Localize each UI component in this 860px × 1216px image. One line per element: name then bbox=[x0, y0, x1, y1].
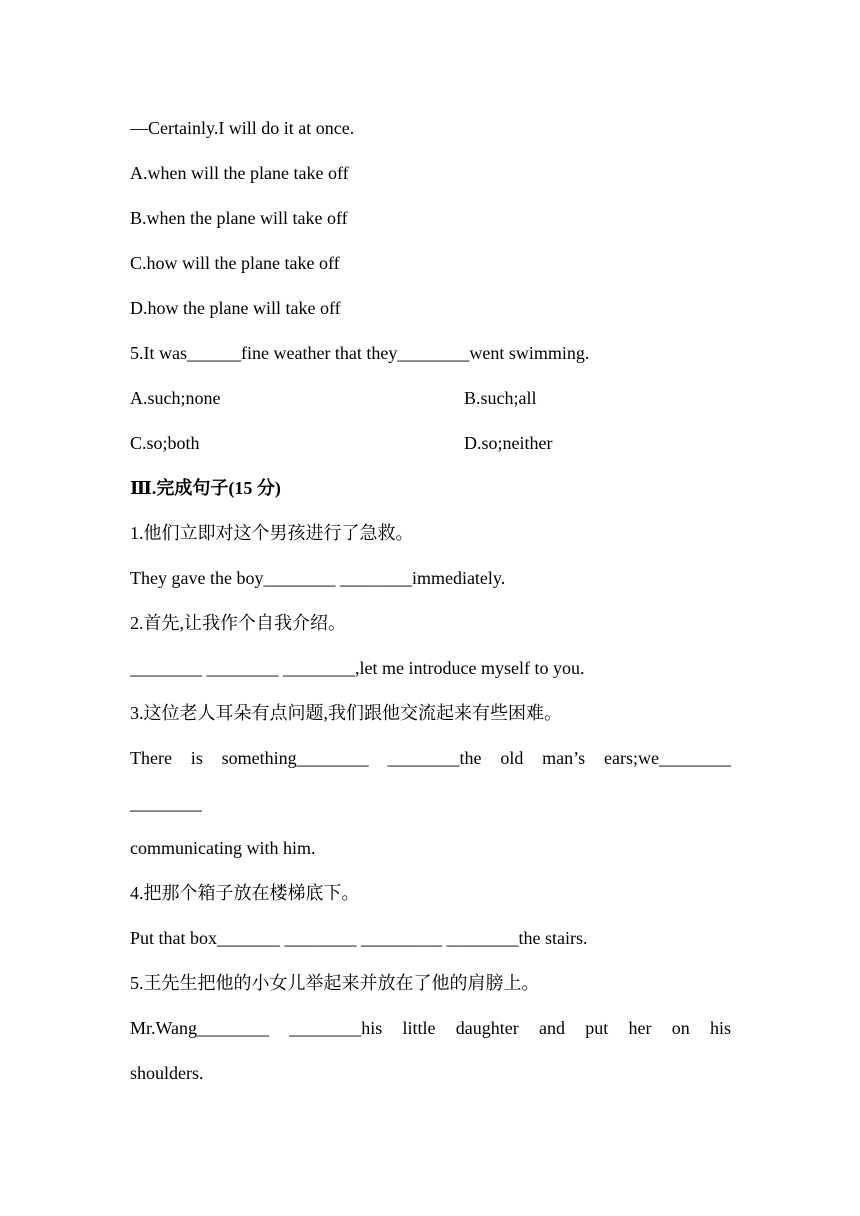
sentence-blank-3: There is something________ ________the old man’s ears;we________ bbox=[130, 748, 731, 768]
sentence-prompt-3: 3.这位老人耳朵有点问题,我们跟他交流起来有些困难。 bbox=[130, 703, 562, 723]
sentence-prompt-1: 1.他们立即对这个男孩进行了急救。 bbox=[130, 523, 414, 543]
sentence-prompt-5: 5.王先生把他的小女儿举起来并放在了他的肩膀上。 bbox=[130, 973, 540, 993]
sentence-blank-5-end: shoulders. bbox=[130, 1063, 204, 1083]
sentence-blank-3-continued: ________ bbox=[130, 793, 202, 813]
sentence-blank-3-end: communicating with him. bbox=[130, 838, 316, 858]
sentence-blank-1: They gave the boy________ ________immediately. bbox=[130, 568, 506, 588]
sentence-blank-4: Put that box_______ ________ _________ ________the stairs. bbox=[130, 928, 588, 948]
option-d: D.how the plane will take off bbox=[130, 298, 341, 318]
sentence-blank-2: ________ ________ ________,let me introduce myself to you. bbox=[130, 658, 585, 678]
sentence-prompt-2: 2.首先,让我作个自我介绍。 bbox=[130, 613, 346, 633]
option-a: A.such;none bbox=[130, 388, 221, 408]
option-d: D.so;neither bbox=[464, 433, 553, 453]
answer-line: —Certainly.I will do it at once. bbox=[130, 118, 355, 138]
question-5: 5.It was______fine weather that they________went swimming. bbox=[130, 343, 590, 363]
sentence-prompt-4: 4.把那个箱子放在楼梯底下。 bbox=[130, 883, 360, 903]
section-heading: Ⅲ.完成句子(15 分) bbox=[130, 478, 281, 498]
option-b: B.when the plane will take off bbox=[130, 208, 348, 228]
option-c: C.how will the plane take off bbox=[130, 253, 340, 273]
option-c: C.so;both bbox=[130, 433, 200, 453]
option-a: A.when will the plane take off bbox=[130, 163, 349, 183]
option-b: B.such;all bbox=[464, 388, 537, 408]
sentence-blank-5: Mr.Wang________ ________his little daughter and put her on his bbox=[130, 1018, 731, 1038]
